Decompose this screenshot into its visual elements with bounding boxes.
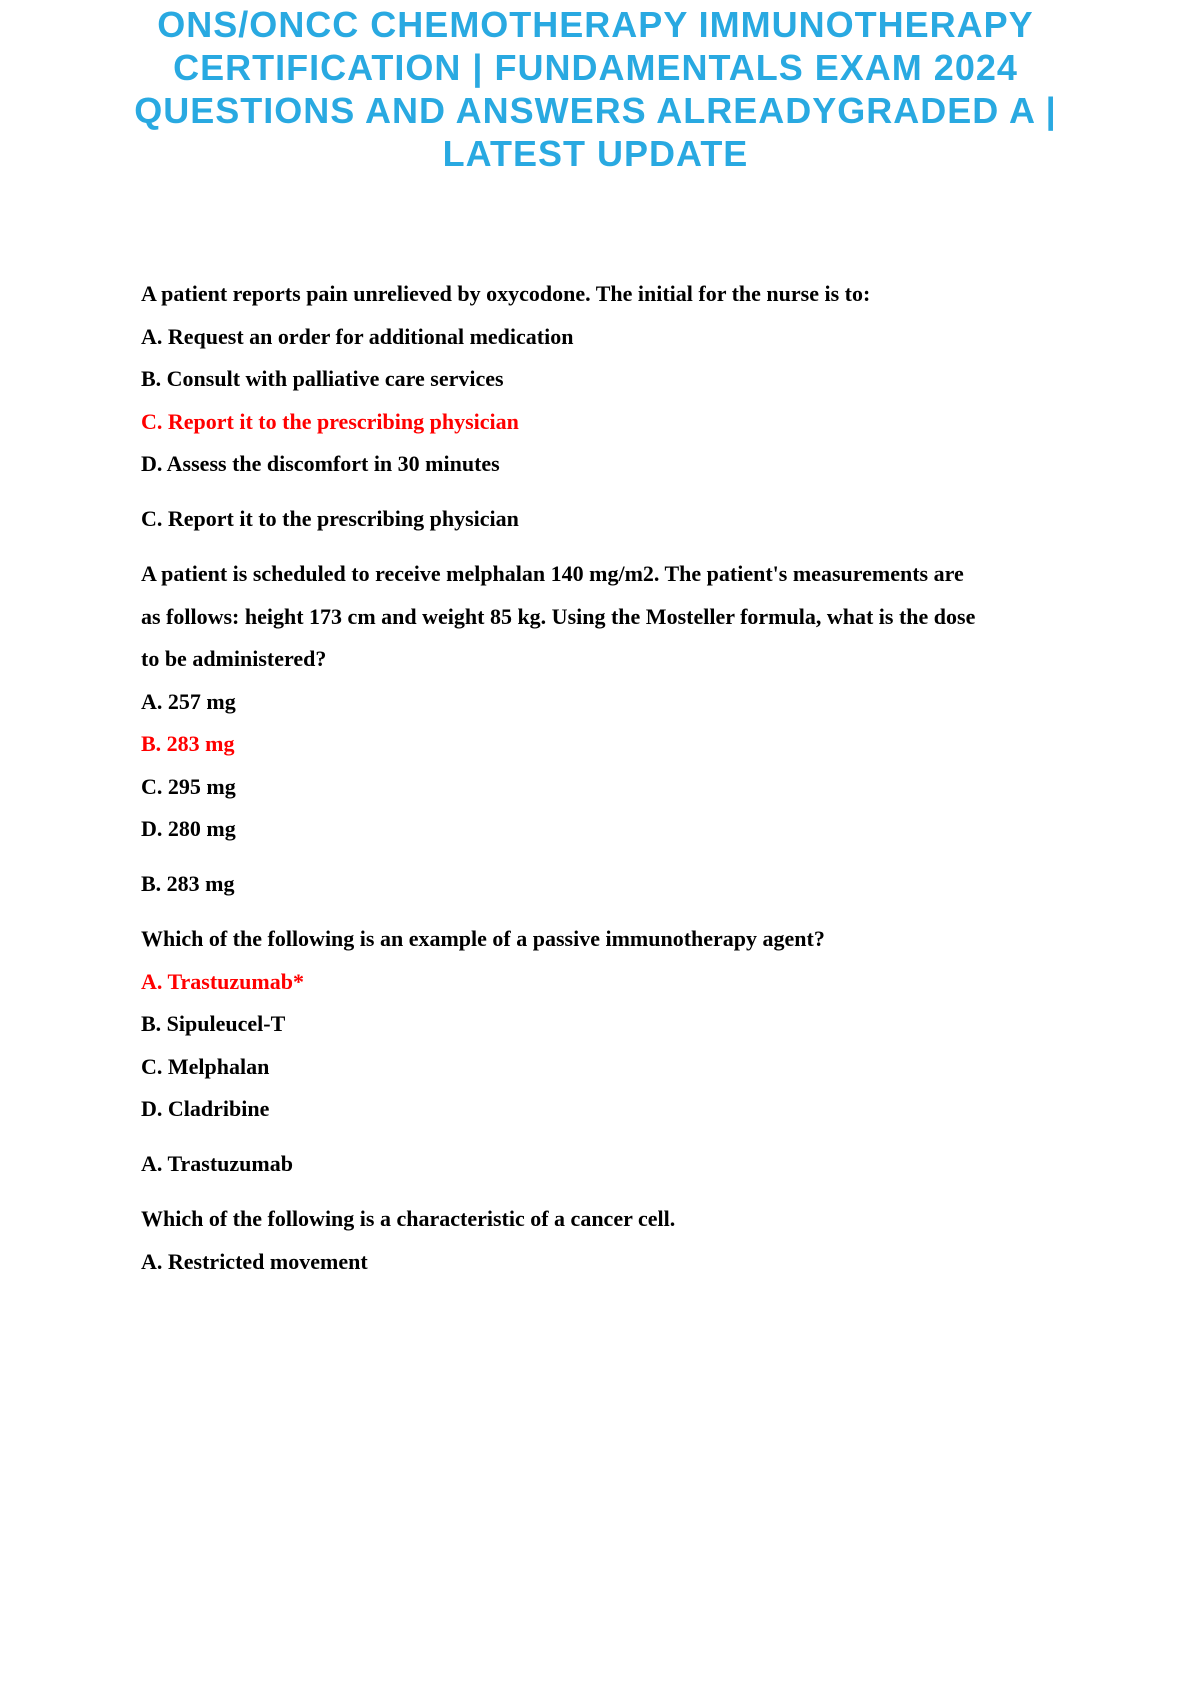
question-2-line-2: as follows: height 173 cm and weight 85 kg. Using the Mosteller formula, what is the dose: [141, 603, 976, 629]
document-title-line-1: ONS/ONCC CHEMOTHERAPY IMMUNOTHERAPY: [157, 4, 1034, 45]
question-1-option-c: C. Report it to the prescribing physician: [141, 408, 519, 434]
question-2-option-d: D. 280 mg: [141, 816, 236, 841]
document-title-line-3: QUESTIONS AND ANSWERS ALREADYGRADED A |: [134, 90, 1057, 131]
document-title-line-4: LATEST UPDATE: [442, 133, 749, 174]
question-2-line-3: to be administered?: [141, 646, 327, 671]
question-3-option-c: C. Melphalan: [141, 1053, 270, 1079]
question-2-option-a: A. 257 mg: [141, 688, 236, 714]
question-4-option-a: A. Restricted movement: [141, 1248, 368, 1274]
question-1-option-a: A. Request an order for additional medication: [141, 323, 574, 349]
document-title: [40, 3, 1151, 175]
question-answer-list: [141, 273, 1055, 1283]
answer-1: C. Report it to the prescribing physician: [141, 506, 519, 531]
answer-3: A. Trastuzumab: [141, 1151, 293, 1176]
question-4: Which of the following is a characteristic of a cancer cell.: [141, 1206, 676, 1231]
question-1-option-d: D. Assess the discomfort in 30 minutes: [141, 451, 500, 476]
answer-2: B. 283 mg: [141, 871, 235, 896]
question-1-option-b: B. Consult with palliative care services: [141, 366, 504, 391]
question-3: Which of the following is an example of a passive immunotherapy agent?: [141, 926, 825, 951]
question-2-line-1: A patient is scheduled to receive melphalan 140 mg/m2. The patient's measurements are: [141, 561, 964, 586]
question-2-option-c: C. 295 mg: [141, 773, 236, 799]
question-1: A patient reports pain unrelieved by oxycodone. The initial for the nurse is to:: [141, 281, 871, 306]
question-2-option-b: B. 283 mg: [141, 731, 235, 756]
document-title-line-2: CERTIFICATION | FUNDAMENTALS EXAM 2024: [173, 47, 1018, 88]
question-3-option-d: D. Cladribine: [141, 1096, 270, 1121]
question-3-option-b: B. Sipuleucel-T: [141, 1011, 286, 1036]
question-3-option-a: A. Trastuzumab*: [141, 968, 304, 994]
